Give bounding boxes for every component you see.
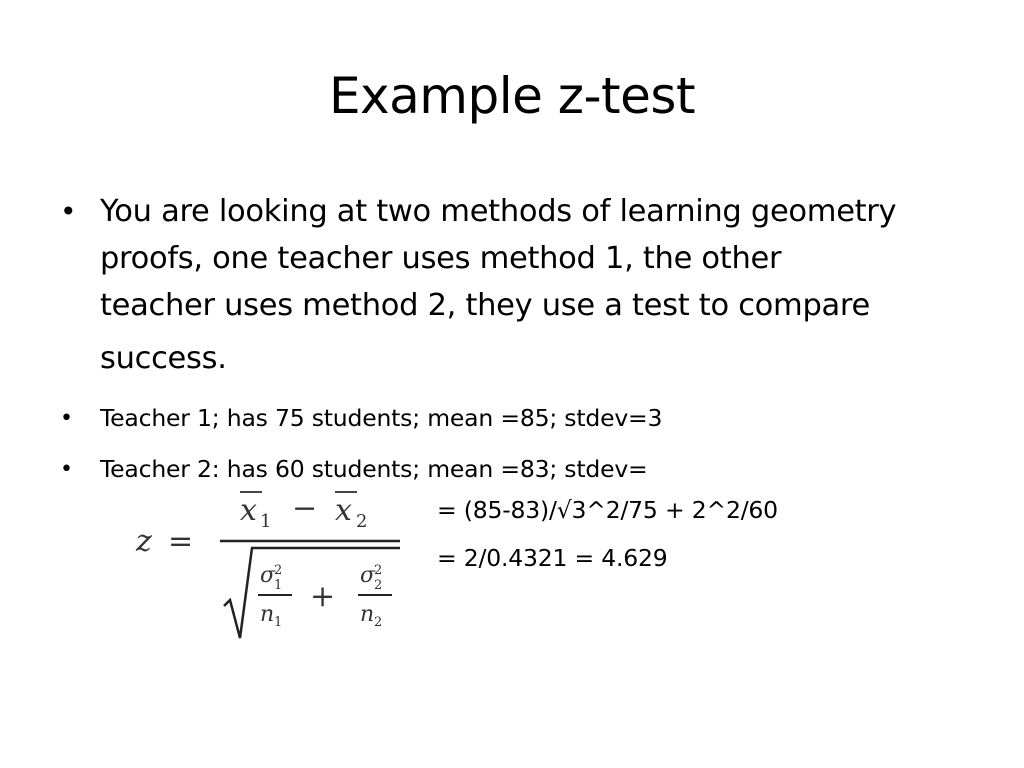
formula-z: z [136, 524, 152, 559]
formula-sub: 1 [274, 615, 283, 630]
bullet-item-1 [58, 188, 978, 389]
bullet-text: Teacher 1; has 75 students; mean =85; stdev=3 [100, 404, 663, 432]
calculation-line-1: = (85-83)/√3^2/75 + 2^2/60 [437, 496, 778, 524]
formula-sub: 2 [374, 578, 383, 593]
bullet-dot: • [60, 457, 73, 482]
z-test-formula-image [132, 478, 422, 648]
formula-x1: x [240, 493, 257, 528]
slide-title: Example z-test [328, 67, 696, 125]
formula-minus: − [292, 491, 318, 526]
formula-sub: 2 [374, 615, 383, 630]
bullet-list [58, 188, 978, 485]
bullet-text-line: teacher uses method 2, they use a test to compare [100, 288, 870, 323]
bullet-text-line: proofs, one teacher uses method 1, the other [100, 241, 782, 276]
formula-sigma1: σ [260, 563, 276, 588]
formula-sigma2: σ [360, 563, 376, 588]
bullet-text-line: success. [100, 341, 227, 376]
bullet-text: Teacher 2: has 60 students; mean =83; stdev= [100, 455, 648, 483]
bullet-dot: • [60, 406, 73, 431]
formula-equals: = [168, 524, 194, 559]
calculation-line-2: = 2/0.4321 = 4.629 [437, 544, 668, 572]
formula-sub-1: 1 [260, 511, 272, 532]
bullet-dot: • [60, 195, 77, 228]
formula-n2: n [360, 602, 375, 627]
formula-sup: 2 [374, 563, 383, 578]
formula-n1: n [260, 602, 275, 627]
formula-x2: x [335, 493, 352, 528]
formula-sub: 1 [274, 578, 283, 593]
formula-svg [132, 478, 422, 648]
bullet-text [100, 188, 978, 389]
formula-sup: 2 [274, 563, 283, 578]
bullet-item-2 [58, 403, 978, 434]
formula-sub-2: 2 [356, 511, 368, 532]
formula-plus: + [310, 579, 336, 614]
bullet-text-line: You are looking at two methods of learning geometry [100, 194, 897, 229]
